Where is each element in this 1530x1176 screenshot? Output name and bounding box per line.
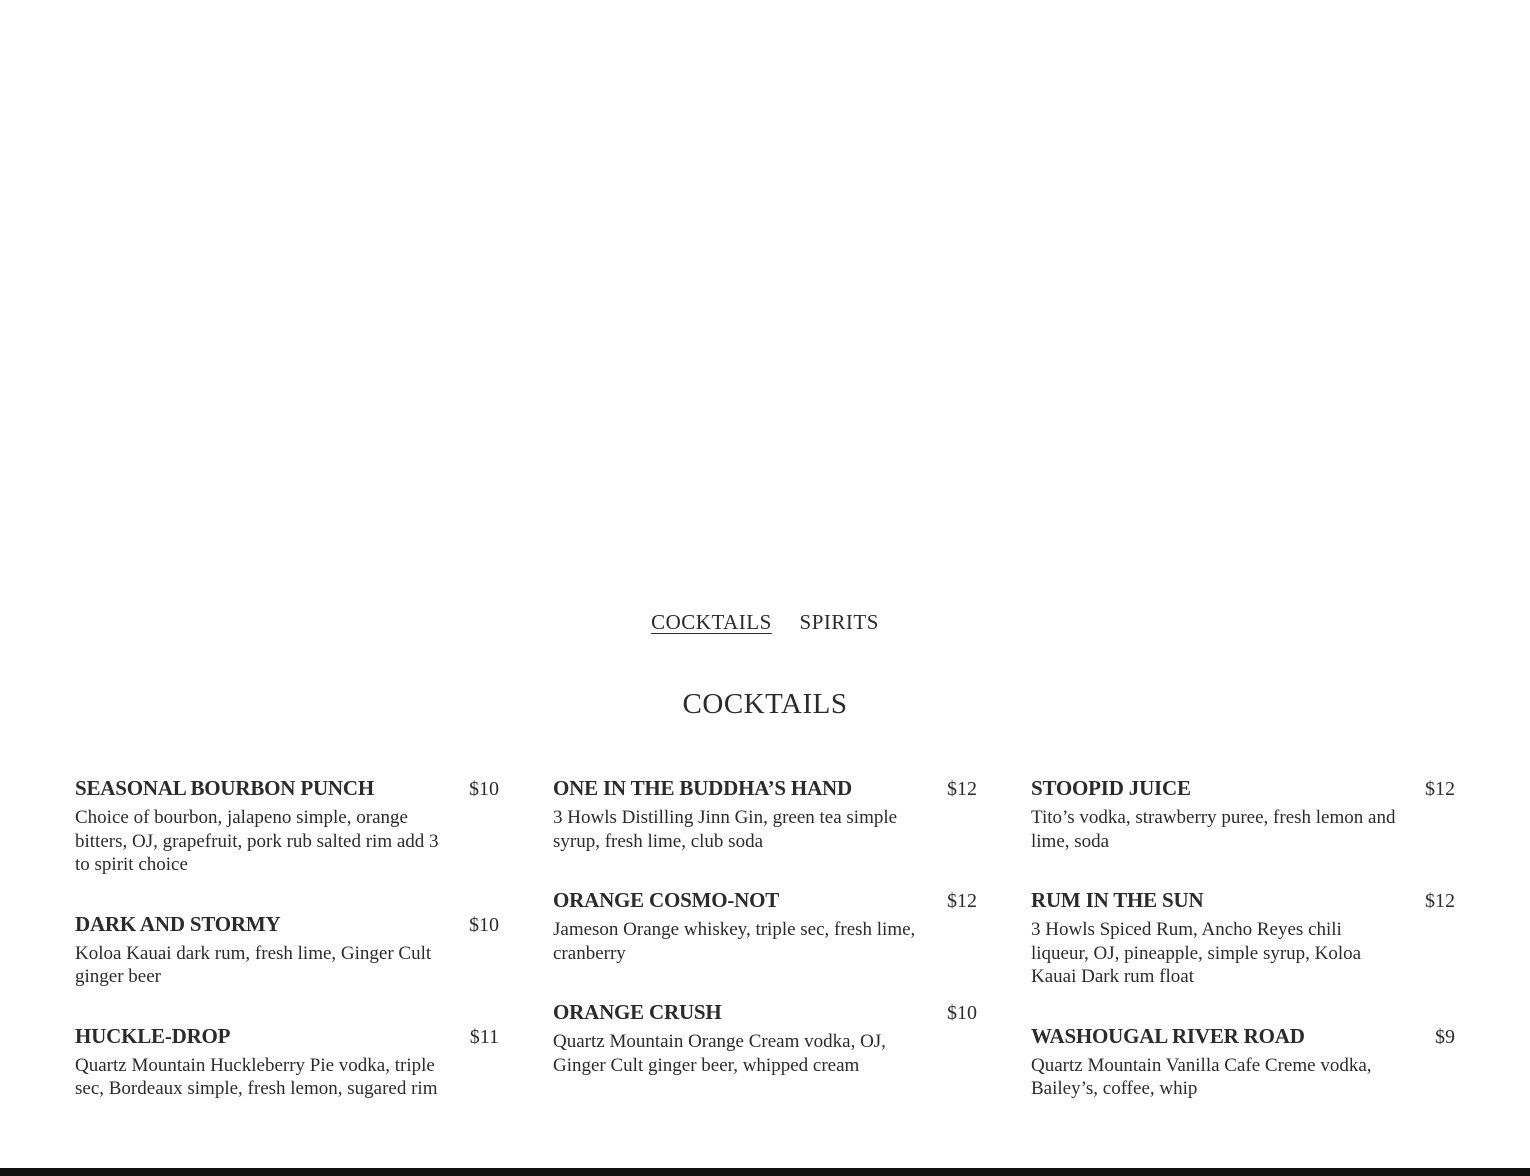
menu-tabs [0, 610, 1530, 635]
menu-column-1 [75, 774, 499, 1134]
item-name: WASHOUGAL RIVER ROAD [1031, 1023, 1305, 1048]
menu-item [553, 774, 977, 853]
item-price: $12 [947, 778, 977, 800]
menu-item [1031, 886, 1455, 989]
item-description: 3 Howls Distilling Jinn Gin, green tea simple syrup, fresh lime, club soda [553, 807, 898, 852]
section-title: COCKTAILS [682, 688, 848, 720]
item-name: RUM IN THE SUN [1031, 888, 1204, 912]
item-description: Koloa Kauai dark rum, fresh lime, Ginger Cult ginger beer [75, 942, 432, 987]
item-price: $12 [1425, 890, 1455, 912]
item-description: Tito’s vodka, strawberry puree, fresh lemon and lime, soda [1031, 807, 1396, 852]
item-description: Choice of bourbon, jalapeno simple, orange bitters, OJ, grapefruit, pork rub salted rim add 3 to spirit choice [75, 807, 439, 875]
item-name: DARK AND STORMY [75, 911, 281, 936]
menu-item [553, 998, 977, 1077]
item-name: STOOPID JUICE [1031, 776, 1191, 800]
item-price: $11 [469, 1025, 499, 1048]
item-price: $10 [469, 913, 499, 936]
item-name: ORANGE CRUSH [553, 1000, 722, 1024]
menu-column-2 [553, 774, 977, 1110]
tab-cocktails[interactable]: COCKTAILS [651, 610, 772, 634]
item-description: Quartz Mountain Huckleberry Pie vodka, triple sec, Bordeaux simple, fresh lemon, sugared rim [75, 1054, 438, 1099]
menu-item [1031, 774, 1455, 853]
menu-item [75, 910, 499, 989]
item-description: Quartz Mountain Orange Cream vodka, OJ, Ginger Cult ginger beer, whipped cream [553, 1031, 886, 1076]
item-description: 3 Howls Spiced Rum, Ancho Reyes chili liqueur, OJ, pineapple, simple syrup, Koloa Kauai Dark rum float [1031, 919, 1362, 987]
bottom-bar [0, 1168, 1530, 1176]
tab-spirits[interactable]: SPIRITS [799, 610, 879, 634]
item-name: SEASONAL BOURBON PUNCH [75, 776, 374, 800]
menu-item [553, 886, 977, 965]
item-price: $10 [947, 1002, 977, 1024]
item-description: Jameson Orange whiskey, triple sec, fresh lime, cranberry [553, 919, 916, 964]
item-price: $12 [1425, 778, 1455, 800]
item-price: $10 [469, 778, 499, 800]
item-name: ORANGE COSMO-NOT [553, 888, 780, 912]
item-description: Quartz Mountain Vanilla Cafe Creme vodka, Bailey’s, coffee, whip [1031, 1054, 1372, 1099]
menu-item [75, 774, 499, 877]
item-name: ONE IN THE BUDDHA’S HAND [553, 776, 852, 800]
menu-item [1031, 1022, 1455, 1101]
item-price: $9 [1435, 1025, 1455, 1048]
item-price: $12 [947, 890, 977, 912]
menu-column-3 [1031, 774, 1455, 1134]
item-name: HUCKLE-DROP [75, 1023, 231, 1048]
menu-item [75, 1022, 499, 1101]
